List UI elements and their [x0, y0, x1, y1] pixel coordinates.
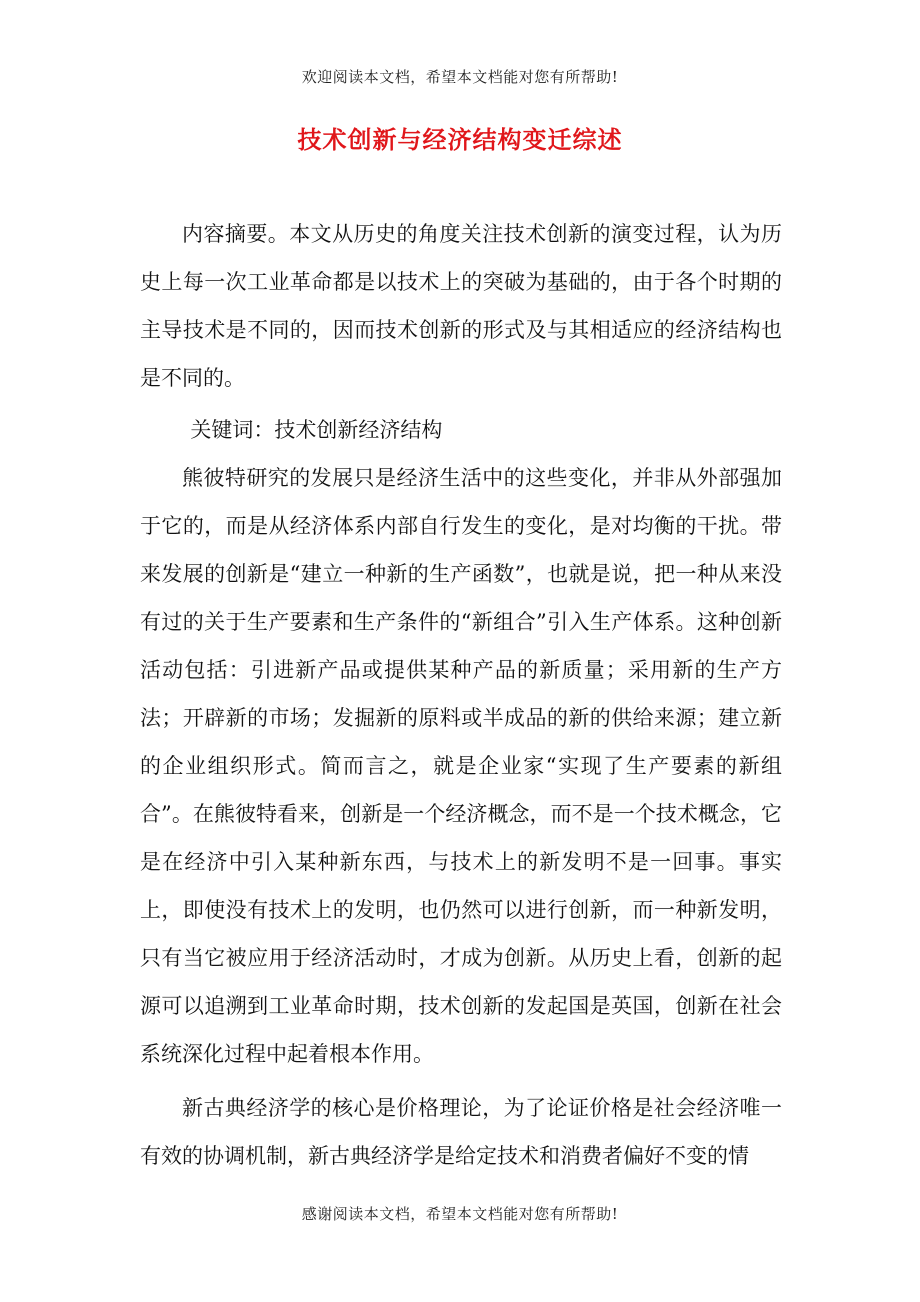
abstract-paragraph: 内容摘要。本文从历史的角度关注技术创新的演变过程，认为历史上每一次工业革命都是以技术上的突破为基础的，由于各个时期的主导技术是不同的，因而技术创新的形式及与其相适应的经济结构也是不同的。 [140, 222, 782, 390]
body-paragraph: 熊彼特研究的发展只是经济生活中的这些变化，并非从外部强加于它的，而是从经济体系内部自行发生的变化，是对均衡的干扰。带来发展的创新是“建立一种新的生产函数”，也就是说，把一种从来没有过的关于生产要素和生产条件的“新组合”引入生产体系。这种创新活动包括：引进新产品或提供某种产品的新质量；采用新的生产方法；开辟新的市场；发掘新的原料或半成品的新的供给来源；建立新的企业组织形式。简而言之，就是企业家“实现了生产要素的新组合”。在熊彼特看来，创新是一个经济概念，而不是一个技术概念，它是在经济中引入某种新东西，与技术上的新发明不是一回事。事实上，即使没有技术上的发明，也仍然可以进行创新，而一种新发明，只有当它被应用于经济活动时，才成为创新。从历史上看，创新的起源可以追溯到工业革命时期，技术创新的发起国是英国，创新在社会系统深化过程中起着根本作用。 [140, 466, 782, 1066]
document-body [140, 210, 782, 1180]
header-note: 欢迎阅读本文档，希望本文档能对您有所帮助! [301, 68, 619, 86]
keywords-paragraph: 关键词：技术创新经济结构 [190, 418, 443, 442]
body-paragraph: 新古典经济学的核心是价格理论，为了论证价格是社会经济唯一有效的协调机制，新古典经济学是给定技术和消费者偏好不变的情 [140, 1096, 782, 1168]
footer-note: 感谢阅读本文档，希望本文档能对您有所帮助! [301, 1205, 619, 1223]
document-title: 技术创新与经济结构变迁综述 [297, 125, 623, 154]
